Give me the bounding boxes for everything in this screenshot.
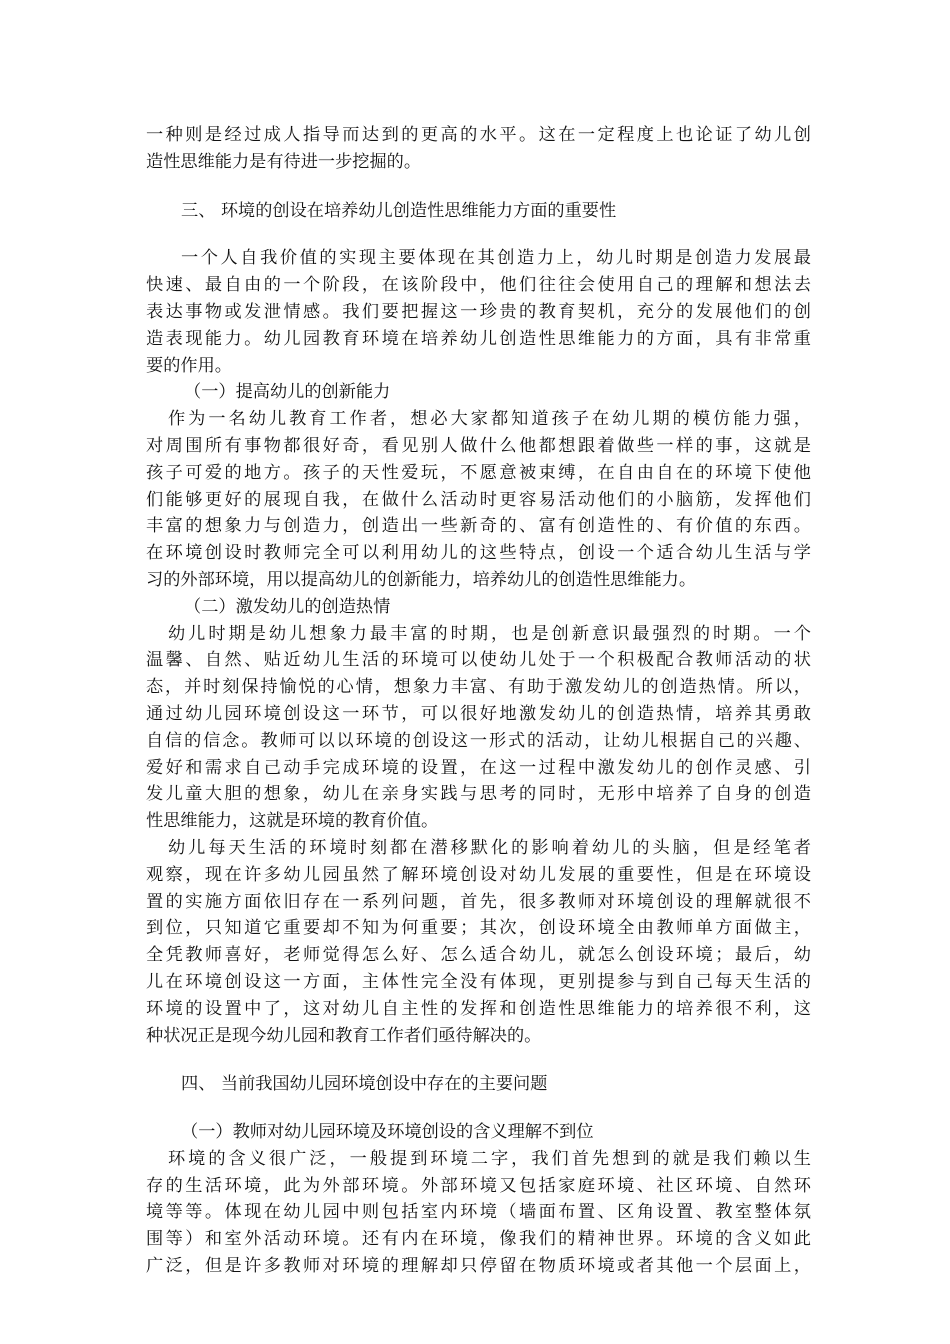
text-line: 围等）和室外活动环境。还有内在环境，像我们的精神世界。环境的含义如此 [146, 1229, 811, 1250]
text-line: 温馨、自然、贴近幼儿生活的环境可以使幼儿处于一个积极配合教师活动的状 [146, 650, 811, 671]
text-line: 快速、最自由的一个阶段，在该阶段中，他们往往会使用自己的理解和想法去 [146, 275, 811, 296]
text-line: 环境的设置中了，这对幼儿自主性的发挥和创造性思维能力的培养很不利，这 [146, 998, 811, 1019]
text-line: 一种则是经过成人指导而达到的更高的水平。这在一定程度上也论证了幼儿创 [146, 125, 811, 145]
text-line: 通过幼儿园环境创设这一环节，可以很好地激发幼儿的创造热情，培养其勇敢 [146, 703, 811, 724]
text-line: 儿在环境创设这一方面，主体性完全没有体现，更别提参与到自己每天生活的 [146, 971, 811, 992]
subsection-title-2: （二）激发幼儿的创造热情 [184, 596, 391, 617]
section-3-heading: 三、 环境的创设在培养幼儿创造性思维能力方面的重要性 [181, 200, 617, 221]
text-line: 丰富的想象力与创造力，创造出一些新奇的、富有创造性的、有价值的东西。 [146, 516, 811, 537]
text-line: 表达事物或发泄情感。我们要把握这一珍贵的教育契机，充分的发展他们的创 [146, 301, 811, 322]
text-line: 在环境创设时教师完全可以利用幼儿的这些特点，创设一个适合幼儿生活与学 [146, 543, 811, 564]
text-line: 对周围所有事物都很好奇，看见别人做什么他都想跟着做些一样的事，这就是 [146, 435, 811, 456]
text-line: 爱好和需求自己动手完成环境的设置，在这一过程中激发幼儿的创作灵感、引 [146, 757, 811, 778]
text-line: 广泛，但是许多教师对环境的理解却只停留在物质环境或者其他一个层面上， [146, 1256, 811, 1277]
text-line: 作为一名幼儿教育工作者，想必大家都知道孩子在幼儿期的模仿能力强， [168, 409, 811, 430]
subsection-2-paragraph [146, 621, 811, 835]
subsection-1-paragraph [146, 406, 811, 594]
text-line: 习的外部环境，用以提高幼儿的创新能力，培养幼儿的创造性思维能力。 [146, 569, 697, 590]
text-line: 幼儿每天生活的环境时刻都在潜移默化的影响着幼儿的头脑，但是经笔者 [168, 837, 811, 858]
text-line: 种状况正是现今幼儿园和教育工作者们亟待解决的。 [146, 1025, 542, 1046]
section-4-subsection-1-paragraph [146, 1146, 811, 1280]
text-line: 造表现能力。幼儿园教育环境在培养幼儿创造性思维能力的方面，具有非常重 [146, 328, 811, 349]
text-line: 自信的信念。教师可以以环境的创设这一形式的活动，让幼儿根据自己的兴趣、 [146, 730, 811, 751]
text-line: 要的作用。 [146, 355, 232, 376]
section-3-paragraph-1 [146, 245, 811, 379]
paragraph-intro [146, 122, 811, 176]
text-line: 幼儿时期是幼儿想象力最丰富的时期，也是创新意识最强烈的时期。一个 [168, 623, 811, 644]
section-4-heading: 四、 当前我国幼儿园环境创设中存在的主要问题 [181, 1074, 548, 1095]
text-line: 置的实施方面依旧存在一系列问题，首先，很多教师对环境创设的理解就很不 [146, 891, 811, 912]
subsection-title-1: （一）提高幼儿的创新能力 [184, 382, 391, 403]
text-line: 性思维能力，这就是环境的教育价值。 [146, 811, 439, 832]
section-3-paragraph-last [146, 835, 811, 1049]
text-line: 全凭教师喜好，老师觉得怎么好、怎么适合幼儿，就怎么创设环境；最后，幼 [146, 945, 811, 966]
text-line: 发儿童大胆的想象，幼儿在亲身实践与思考的同时，无形中培养了自身的创造 [146, 784, 811, 805]
text-line: 们能够更好的展现自我，在做什么活动时更容易活动他们的小脑筋，发挥他们 [146, 489, 811, 510]
text-line: 观察，现在许多幼儿园虽然了解环境创设对幼儿发展的重要性，但是在环境设 [146, 864, 811, 885]
text-line: 态，并时刻保持愉悦的心情，想象力丰富、有助于激发幼儿的创造热情。所以， [146, 677, 811, 698]
text-line: 环境的含义很广泛，一般提到环境二字，我们首先想到的就是我们赖以生 [168, 1148, 811, 1169]
document-body [146, 122, 811, 1280]
text-line: 一个人自我价值的实现主要体现在其创造力上，幼儿时期是创造力发展最 [181, 248, 811, 269]
text-line: 境等等。体现在幼儿园中则包括室内环境（墙面布置、区角设置、教室整体氛 [146, 1202, 811, 1223]
subsection-title-4-1: （一）教师对幼儿园环境及环境创设的含义理解不到位 [181, 1122, 594, 1143]
text-line: 造性思维能力是有待进一步挖掘的。 [146, 151, 422, 172]
text-line: 到位，只知道它重要却不知为何重要；其次，创设环境全由教师单方面做主， [146, 918, 811, 939]
text-line: 存的生活环境，此为外部环境。外部环境又包括家庭环境、社区环境、自然环 [146, 1175, 811, 1196]
text-line: 孩子可爱的地方。孩子的天性爱玩，不愿意被束缚，在自由自在的环境下使他 [146, 462, 811, 483]
